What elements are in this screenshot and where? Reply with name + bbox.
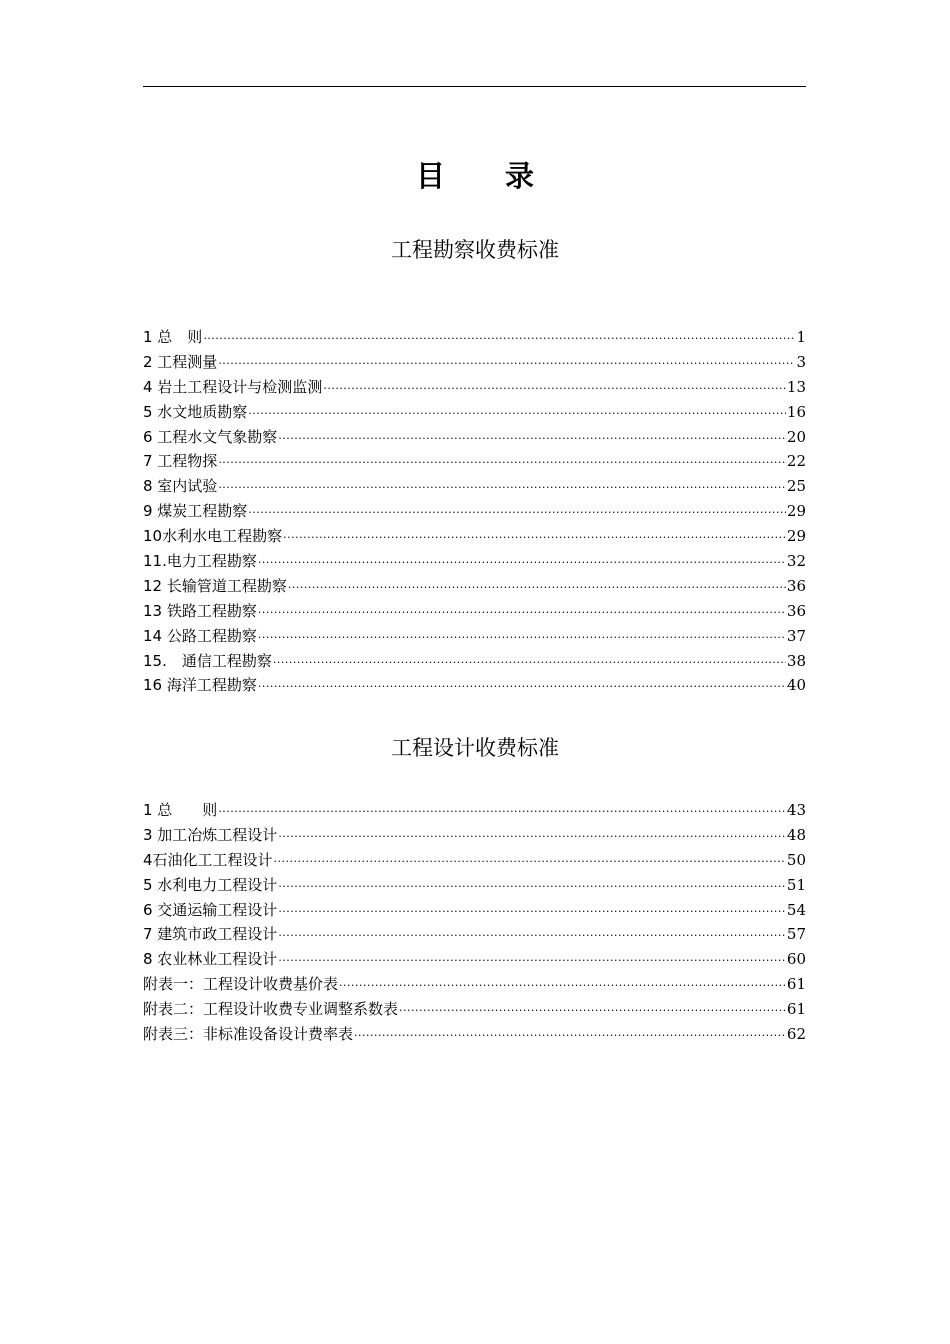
toc-entry-label: 14 公路工程勘察 (143, 626, 257, 645)
toc-entry-label: 6 工程水文气象勘察 (143, 427, 278, 446)
document-title: 目录 (415, 159, 594, 193)
toc-entry-label: 5 水文地质勘察 (143, 402, 248, 421)
toc-entry-label: 8 农业林业工程设计 (143, 950, 278, 969)
toc-entry-label: 5 水利电力工程设计 (143, 875, 278, 894)
toc-entry-page: 16 (786, 402, 806, 421)
toc-entry-label: 4 岩土工程设计与检测监测 (143, 377, 323, 396)
toc-entry-page: 20 (786, 427, 806, 446)
toc-entry[interactable] (143, 524, 806, 549)
toc-entry[interactable] (143, 400, 806, 425)
toc-leader-dots (258, 675, 786, 700)
toc-entry-page: 61 (786, 975, 806, 994)
toc-entry[interactable] (143, 848, 806, 873)
toc-leader-dots (248, 402, 786, 427)
toc-entry-label: 附表二：工程设计收费专业调整系数表 (143, 1000, 399, 1019)
toc-entry[interactable] (143, 898, 806, 923)
toc-entry-label: 12 长输管道工程勘察 (143, 576, 287, 595)
toc-entry[interactable] (143, 599, 806, 624)
toc-entry-page: 22 (786, 452, 806, 471)
toc-entry-page: 1 (796, 328, 806, 346)
toc-entry[interactable] (143, 549, 806, 574)
toc-leader-dots (218, 476, 786, 501)
toc-list-design (143, 798, 806, 1047)
toc-entry-label: 8 室内试验 (143, 477, 218, 496)
toc-entry-page: 25 (786, 477, 806, 496)
toc-entry[interactable] (143, 997, 806, 1022)
toc-entry[interactable] (143, 449, 806, 474)
header-rule (143, 86, 806, 87)
toc-entry-page: 13 (786, 377, 806, 396)
toc-entry-page: 29 (786, 502, 806, 521)
toc-entry-page: 37 (786, 626, 806, 645)
toc-leader-dots (248, 501, 786, 526)
toc-entry-label: 15. 通信工程勘察 (143, 651, 272, 670)
toc-leader-dots (274, 850, 786, 875)
toc-leader-dots (258, 626, 786, 651)
toc-entry[interactable] (143, 574, 806, 599)
toc-leader-dots (288, 576, 786, 601)
toc-entry[interactable] (143, 350, 806, 375)
toc-entry-label: 1 总 则 (143, 328, 203, 346)
toc-leader-dots (278, 427, 786, 452)
toc-entry-page: 51 (786, 875, 806, 894)
toc-leader-dots (273, 651, 786, 676)
section-heading-design: 工程设计收费标准 (391, 736, 559, 760)
toc-entry-label: 10水利水电工程勘察 (143, 527, 283, 546)
toc-leader-dots (203, 327, 795, 352)
toc-entry-page: 40 (786, 676, 806, 695)
toc-list-survey (143, 325, 806, 698)
toc-entry-label: 1 总 则 (143, 801, 218, 819)
toc-leader-dots (258, 551, 786, 576)
toc-entry[interactable] (143, 972, 806, 997)
toc-entry-page: 48 (786, 825, 806, 844)
toc-leader-dots (354, 1024, 786, 1049)
toc-entry-page: 50 (786, 850, 806, 869)
toc-leader-dots (278, 900, 786, 925)
toc-leader-dots (218, 352, 795, 377)
toc-entry[interactable] (143, 798, 806, 823)
toc-entry-label: 13 铁路工程勘察 (143, 601, 257, 620)
toc-entry-page: 36 (786, 601, 806, 620)
toc-leader-dots (278, 949, 786, 974)
toc-leader-dots (278, 875, 786, 900)
toc-leader-dots (258, 601, 786, 626)
toc-entry[interactable] (143, 325, 806, 350)
toc-entry-label: 附表三：非标准设备设计费率表 (143, 1025, 354, 1044)
toc-leader-dots (339, 974, 786, 999)
toc-entry[interactable] (143, 873, 806, 898)
toc-entry[interactable] (143, 649, 806, 674)
toc-entry-label: 11.电力工程勘察 (143, 552, 257, 571)
toc-entry-label: 6 交通运输工程设计 (143, 900, 278, 919)
toc-entry-page: 32 (786, 552, 806, 571)
toc-entry-label: 4石油化工工程设计 (143, 850, 273, 869)
toc-entry-page: 54 (786, 900, 806, 919)
toc-leader-dots (218, 451, 786, 476)
toc-entry[interactable] (143, 947, 806, 972)
toc-entry[interactable] (143, 1022, 806, 1047)
toc-entry-label: 附表一：工程设计收费基价表 (143, 975, 339, 994)
toc-leader-dots (278, 825, 786, 850)
toc-entry[interactable] (143, 375, 806, 400)
toc-entry-label: 16 海洋工程勘察 (143, 676, 257, 695)
toc-entry-page: 61 (786, 1000, 806, 1019)
toc-entry-page: 29 (786, 527, 806, 546)
section-heading-survey: 工程勘察收费标准 (391, 238, 559, 262)
toc-leader-dots (323, 377, 786, 402)
toc-entry[interactable] (143, 673, 806, 698)
toc-entry-page: 57 (786, 925, 806, 944)
toc-entry-label: 2 工程测量 (143, 352, 218, 371)
toc-entry[interactable] (143, 474, 806, 499)
toc-entry[interactable] (143, 425, 806, 450)
toc-entry[interactable] (143, 922, 806, 947)
toc-entry-page: 43 (786, 801, 806, 819)
toc-entry-page: 38 (786, 651, 806, 670)
toc-leader-dots (399, 999, 786, 1024)
toc-leader-dots (218, 800, 786, 825)
toc-entry-page: 3 (796, 352, 806, 371)
toc-leader-dots (278, 924, 786, 949)
toc-entry-page: 36 (786, 576, 806, 595)
toc-entry-page: 60 (786, 950, 806, 969)
toc-entry-page: 62 (786, 1025, 806, 1044)
toc-entry-label: 9 煤炭工程勘察 (143, 502, 248, 521)
toc-entry-label: 7 建筑市政工程设计 (143, 925, 278, 944)
toc-entry[interactable] (143, 499, 806, 524)
toc-entry[interactable] (143, 823, 806, 848)
toc-entry[interactable] (143, 624, 806, 649)
toc-entry-label: 3 加工冶炼工程设计 (143, 825, 278, 844)
toc-entry-label: 7 工程物探 (143, 452, 218, 471)
toc-leader-dots (283, 526, 786, 551)
